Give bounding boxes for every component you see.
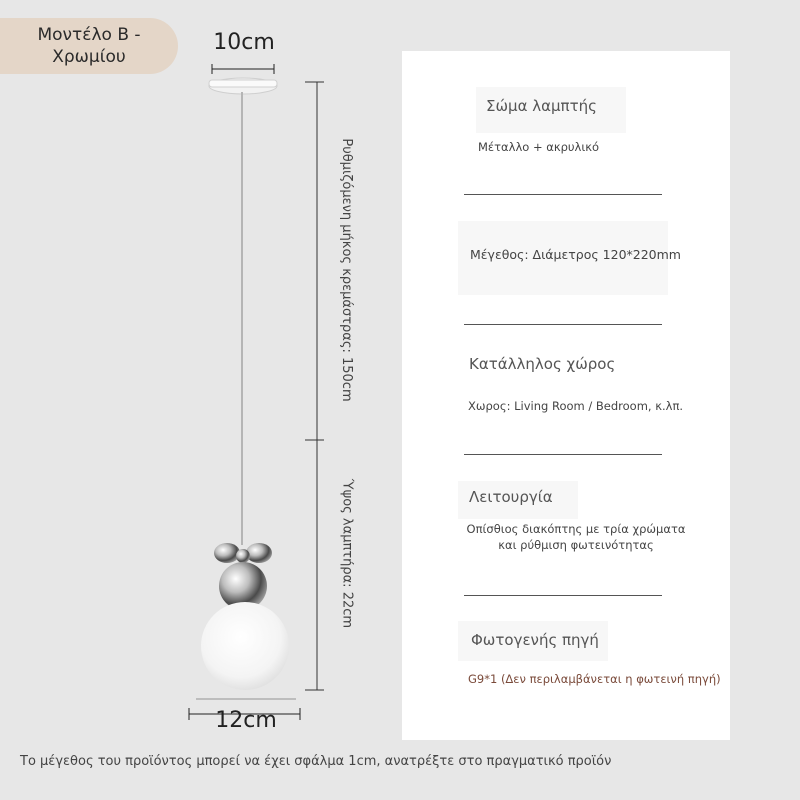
spec-text-size: Μέγεθος: Διάμετρος 120*220mm bbox=[470, 247, 681, 262]
shade-diameter-label: 12cm bbox=[215, 708, 277, 733]
chrome-bow-ornament bbox=[214, 543, 272, 563]
spec-title-function: Λειτουργία bbox=[469, 488, 553, 506]
spec-text-function: Οπίσθιος διακόπτης με τρία χρώματα και ρύθμιση φωτεινότητας bbox=[466, 522, 686, 552]
footnote: Το μέγεθος του προϊόντος μπορεί να έχει σφάλμα 1cm, ανατρέξτε στο πραγματικό προϊόν bbox=[20, 754, 612, 769]
spec-text-material: Μέταλλο + ακρυλικό bbox=[478, 140, 600, 154]
lamp-height-label: Ύψος λαμπτήρα: 22cm bbox=[339, 478, 355, 629]
height-dimension bbox=[305, 82, 324, 690]
canopy-width-dimension bbox=[212, 64, 274, 74]
canopy-width-label: 10cm bbox=[213, 30, 275, 55]
model-badge: Μοντέλο Β - Χρωμίου bbox=[0, 18, 178, 74]
spec-divider bbox=[464, 454, 662, 455]
specs-panel bbox=[402, 51, 730, 740]
frosted-globe bbox=[201, 602, 289, 690]
spec-title-light-source: Φωτογενής πηγή bbox=[471, 631, 599, 649]
spec-divider bbox=[464, 324, 662, 325]
spec-title-space: Κατάλληλος χώρος bbox=[469, 355, 616, 373]
spec-title-body: Σώμα λαμπτής bbox=[486, 97, 597, 115]
spec-divider bbox=[464, 595, 662, 596]
spec-text-light-source: G9*1 (Δεν περιλαμβάνεται η φωτεινή πηγή) bbox=[468, 672, 721, 686]
cable-length-label: Ρυθμιζόμενη μήκος κρεμάστρας: 150cm bbox=[339, 138, 354, 402]
spec-text-space: Χωρος: Living Room / Bedroom, κ.λπ. bbox=[468, 399, 684, 413]
spec-divider bbox=[464, 194, 662, 195]
